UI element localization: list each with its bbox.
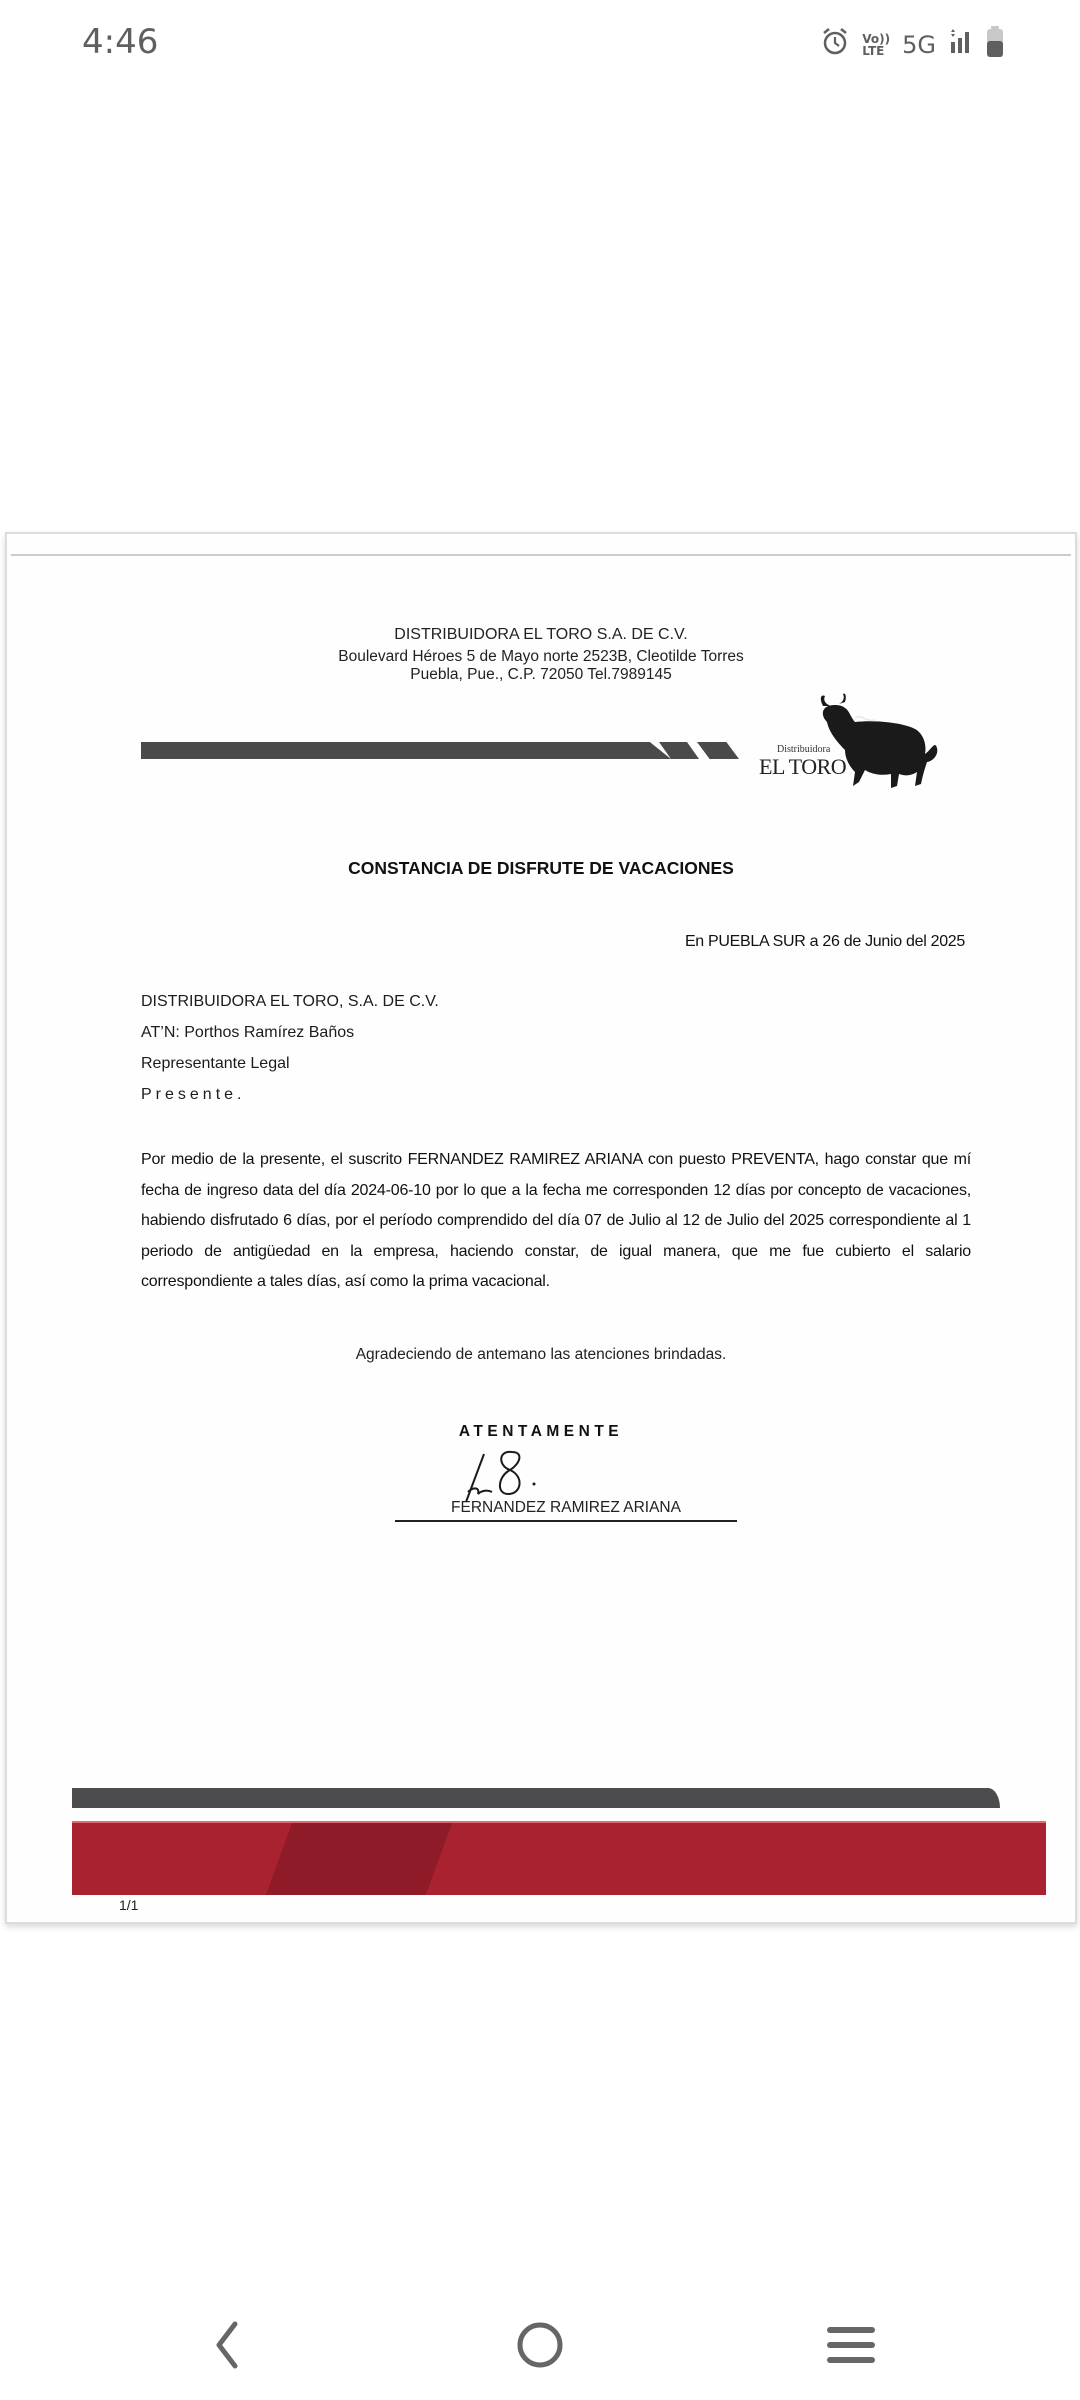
recipient-block [141,986,439,1110]
status-time: 4:46 [82,22,159,62]
navigation-bar [0,2280,1080,2400]
letterhead-company: DISTRIBUIDORA EL TORO S.A. DE C.V. [394,626,688,643]
logo-small-text: Distribuidora [777,744,831,755]
recents-icon [825,2323,877,2367]
status-icons [820,26,1004,63]
letterhead-address-1: Boulevard Héroes 5 de Mayo norte 2523B, Cleotilde Torres [338,648,744,665]
letterhead-address-2: Puebla, Pue., C.P. 72050 Tel.7989145 [410,666,672,683]
footer-stripe [72,1788,1000,1808]
battery-icon [986,26,1004,63]
recipient-attention: AT’N: Porthos Ramírez Baños [141,1024,355,1041]
recipient-greeting: Presente. [141,1086,246,1103]
page-indicator: 1/1 [119,1897,139,1913]
document-title: CONSTANCIA DE DISFRUTE DE VACACIONES [348,858,734,878]
home-button[interactable] [505,2310,575,2380]
letterhead [7,626,1075,684]
signature-mark [462,1446,552,1506]
network-type: 5G [902,30,936,59]
header-stripe [141,742,671,759]
back-icon [207,2320,247,2370]
status-bar [0,0,1080,90]
back-button[interactable] [192,2310,262,2380]
date-line: En PUEBLA SUR a 26 de Junio del 2025 [684,933,965,950]
volte-icon [862,33,890,57]
company-logo [755,692,945,802]
thanks-line: Agradeciendo de antemano las atenciones brindadas. [355,1346,727,1363]
document-page [5,532,1077,1924]
recipient-role: Representante Legal [141,1055,290,1072]
top-rule [11,554,1071,556]
volte-bottom: LTE [862,43,885,58]
closing-line: ATENTAMENTE [458,1423,624,1440]
header-stripe-dash [697,742,739,759]
footer-band [72,1821,1046,1895]
alarm-icon [820,27,850,62]
home-icon [515,2320,565,2370]
recipient-company: DISTRIBUIDORA EL TORO, S.A. DE C.V. [141,993,439,1010]
body-paragraph: Por medio de la presente, el suscrito FERNANDEZ RAMIREZ ARIANA con puesto PREVENTA, hago constar que mí fecha de ingreso data del día 2024-06-10 por lo que a la fecha me corresponden 12 días por concepto de vacaciones, habiendo disfrutado 6 días, por el período comprendido del día 07 de Julio al 12 de Julio del 2025 correspondiente al 1 periodo de antigüedad en la empresa, haciendo constar, de igual manera, que me fue cubierto el salario correspondiente a tales días, así como la prima vacacional. [141,1151,971,1290]
recents-button[interactable] [816,2310,886,2380]
logo-brand: EL TORO [759,754,847,779]
volte-top: Vo)) [862,31,891,46]
signer-name: FERNANDEZ RAMIREZ ARIANA [395,1499,737,1522]
signal-icon [948,29,974,60]
